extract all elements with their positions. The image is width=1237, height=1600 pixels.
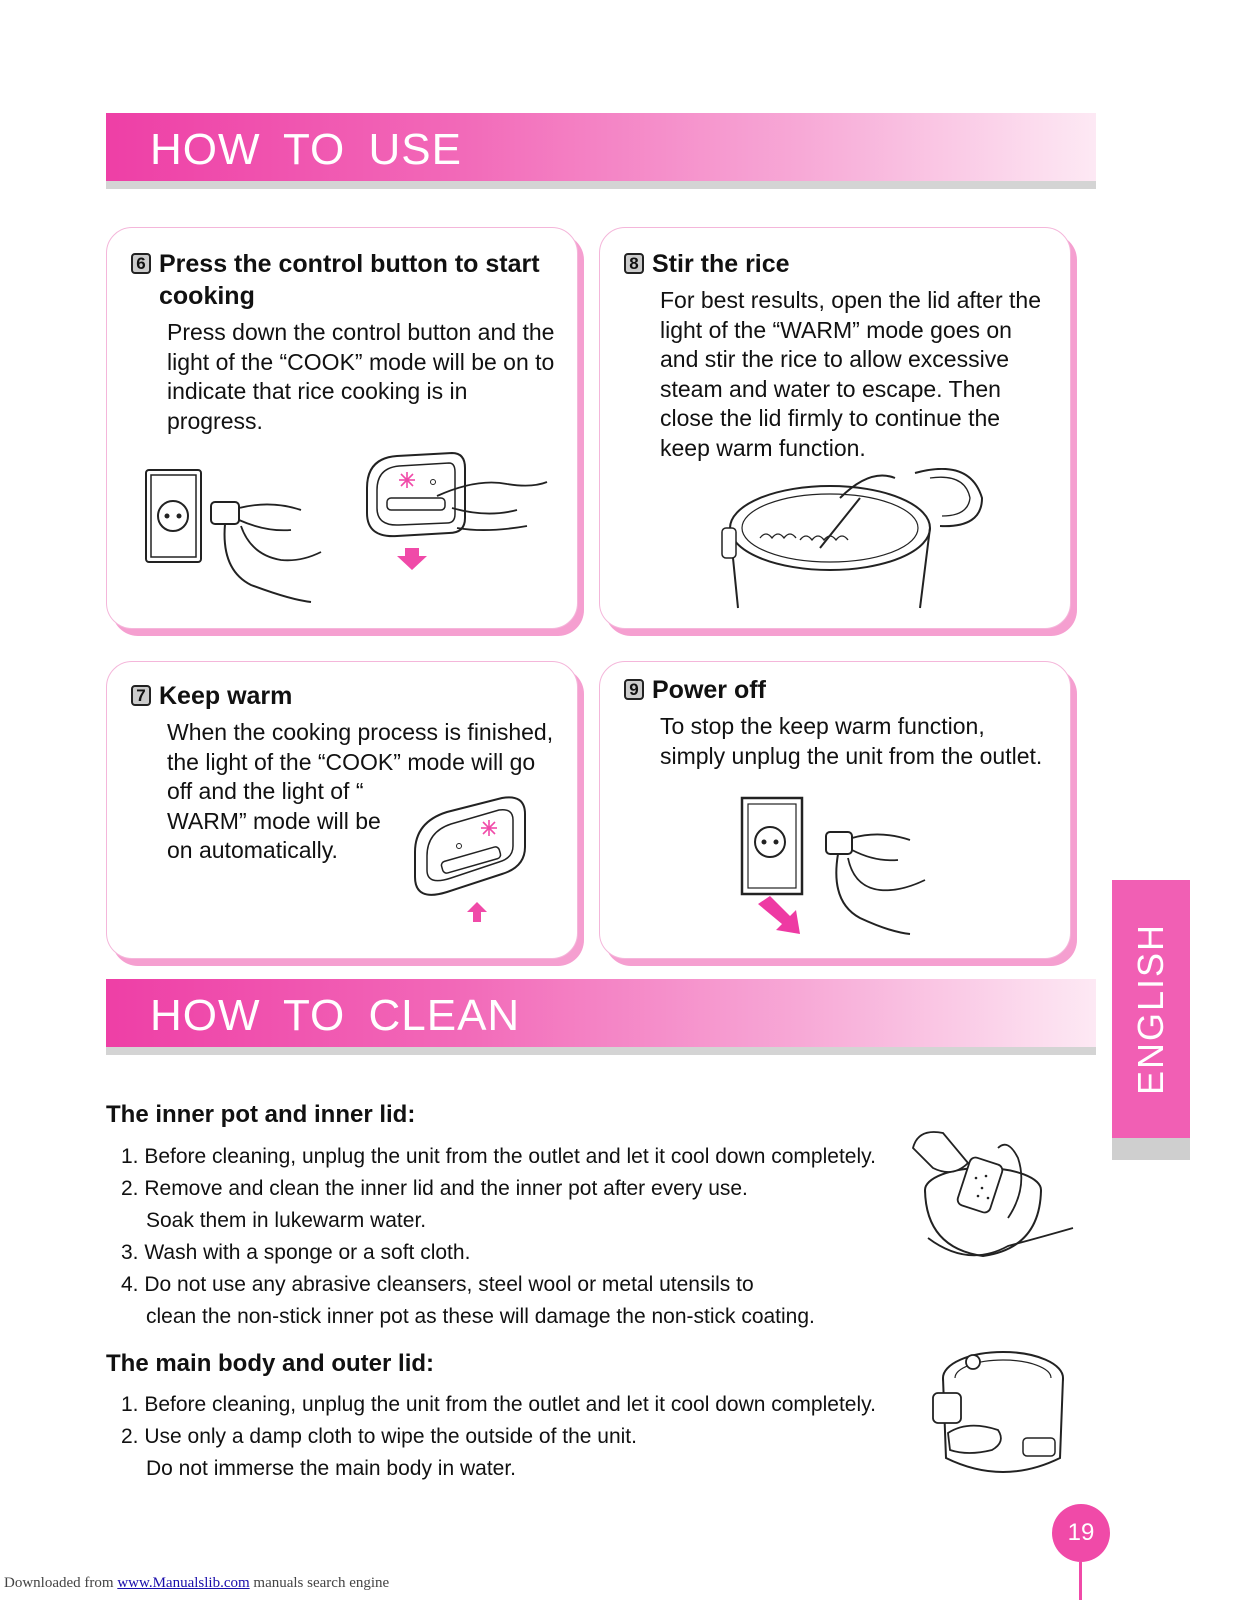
footer-prefix: Downloaded from <box>4 1575 118 1591</box>
unplug-hand-icon <box>730 792 930 947</box>
list-item: clean the non-stick inner pot as these will damage the non-stick coating. <box>146 1305 815 1328</box>
text-line: light of the “COOK” mode will be on to <box>167 348 555 375</box>
how-to-clean-banner <box>106 979 1096 1049</box>
text-line: Press down the control button and the <box>167 319 555 345</box>
list-item: 1. Before cleaning, unplug the unit from the outlet and let it cool down completely. <box>121 1145 876 1168</box>
how-to-use-title: HOW TO USE <box>150 125 462 174</box>
step-card-8 <box>599 227 1071 629</box>
text-line: close the lid firmly to continue the <box>660 405 1001 431</box>
text-line: indicate that rice cooking is in <box>167 378 468 404</box>
text-line: For best results, open the lid after the <box>660 287 1041 313</box>
main-body-instructions <box>121 1389 876 1485</box>
text-line: off and the light of “ <box>167 778 364 804</box>
step-title <box>131 680 292 712</box>
step-title-line: Stir the rice <box>652 250 790 278</box>
text-line: light of the “WARM” mode goes on <box>660 316 1012 343</box>
text-line: on automatically. <box>167 837 338 863</box>
step-description <box>167 318 554 436</box>
step-title-line: Keep warm <box>159 682 293 710</box>
wall-outlet-plug-icon <box>141 460 331 610</box>
step-number-badge: 7 <box>131 685 151 706</box>
step-card-9 <box>599 661 1071 959</box>
main-body-heading: The main body and outer lid: <box>106 1350 435 1377</box>
step-number-badge: 8 <box>624 253 644 274</box>
list-item: 2. Use only a damp cloth to wipe the outside of the unit. <box>121 1425 637 1448</box>
wiping-body-icon <box>928 1338 1078 1488</box>
inner-pot-instructions <box>121 1141 876 1333</box>
step-title <box>624 248 790 280</box>
text-line: To stop the keep warm function, <box>660 713 985 739</box>
step-description <box>660 286 1041 463</box>
warm-light-panel-icon <box>407 792 537 937</box>
text-line: When the cooking process is finished, <box>167 719 554 745</box>
control-button-press-icon <box>357 448 557 578</box>
banner-shadow <box>106 181 1096 189</box>
inner-pot-heading: The inner pot and inner lid: <box>106 1101 416 1128</box>
step-title-line: cooking <box>159 282 255 310</box>
page-number-stem <box>1079 1562 1082 1600</box>
banner-shadow <box>106 1047 1096 1055</box>
text-line: keep warm function. <box>660 434 866 461</box>
step-title <box>131 248 540 312</box>
text-line: WARM” mode will be <box>167 807 381 834</box>
text-line: and stir the rice to allow excessive <box>660 346 1009 372</box>
list-item: 2. Remove and clean the inner lid and the inner pot after every use. <box>121 1177 748 1200</box>
list-item: 4. Do not use any abrasive cleansers, steel wool or metal utensils to <box>121 1273 754 1296</box>
manualslib-link[interactable]: www.Manualslib.com <box>117 1575 250 1591</box>
step-card-7 <box>106 661 578 959</box>
list-item: 1. Before cleaning, unplug the unit from the outlet and let it cool down completely. <box>121 1393 876 1416</box>
download-footer <box>4 1575 389 1592</box>
text-line: steam and water to escape. Then <box>660 375 1001 402</box>
list-item: Soak them in lukewarm water. <box>146 1209 427 1232</box>
language-tab-text: ENGLISH <box>1130 922 1172 1096</box>
language-tab-shadow <box>1112 1138 1190 1160</box>
language-tab-label <box>1112 880 1190 1138</box>
text-line: progress. <box>167 407 263 434</box>
footer-suffix: manuals search engine <box>249 1575 390 1591</box>
text-line: the light of the “COOK” mode will go <box>167 748 536 775</box>
step-card-6 <box>106 227 578 629</box>
list-item: Do not immerse the main body in water. <box>146 1457 517 1480</box>
how-to-use-banner <box>106 113 1096 183</box>
step-title-line: Power off <box>652 676 766 704</box>
page-number: 19 <box>1052 1504 1110 1562</box>
text-line: simply unplug the unit from the outlet. <box>660 742 1043 769</box>
list-item: 3. Wash with a sponge or a soft cloth. <box>121 1241 471 1264</box>
step-title-line: Press the control button to start <box>159 250 540 278</box>
rice-stirring-icon <box>720 468 1000 618</box>
step-number-badge: 9 <box>624 679 644 700</box>
step-description <box>660 712 1042 771</box>
how-to-clean-title: HOW TO CLEAN <box>150 991 521 1040</box>
step-number-badge: 6 <box>131 253 151 274</box>
step-title <box>624 674 766 706</box>
washing-pot-icon <box>908 1128 1078 1278</box>
